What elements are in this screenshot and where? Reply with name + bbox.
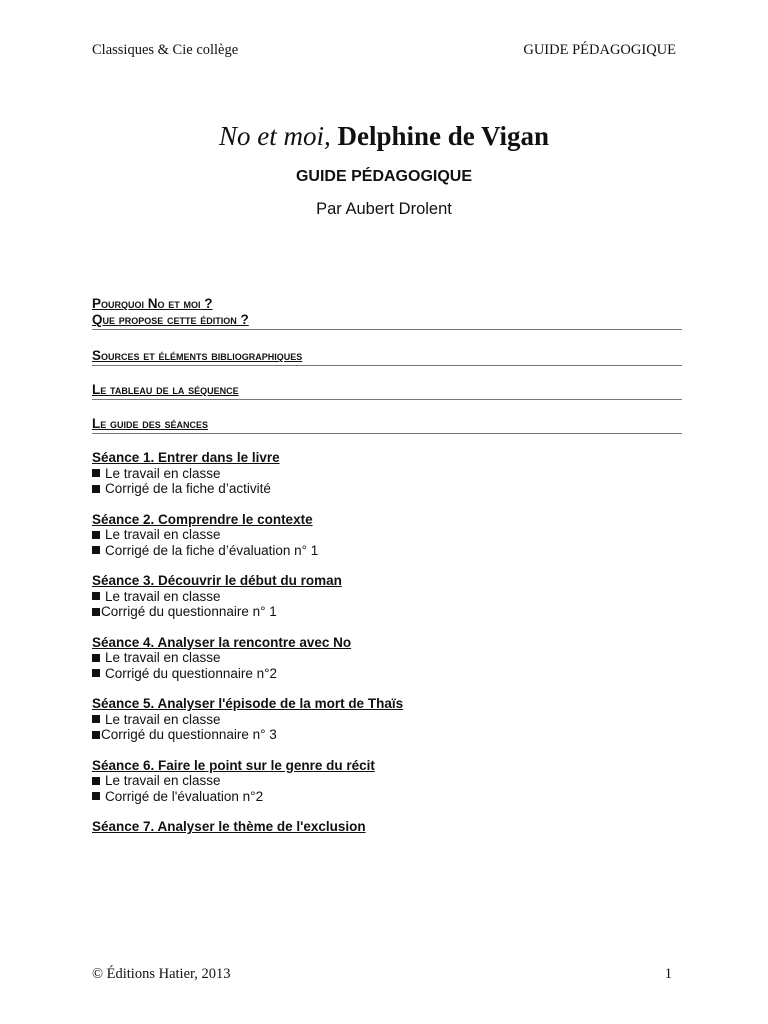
item-label: Corrigé du questionnaire n°2 (105, 665, 278, 681)
list-item (92, 466, 682, 482)
item-label: Le travail en classe (105, 650, 221, 665)
item-label: Corrigé de la fiche d’évaluation n° 1 (105, 542, 319, 558)
toc-section-tableau (92, 382, 682, 400)
square-bullet-icon (92, 669, 100, 677)
list-item (92, 789, 682, 805)
header-series: Classiques & Cie collège (92, 42, 239, 58)
list-item (92, 650, 682, 666)
toc-heading-tableau[interactable]: Le tableau de la séquence (92, 382, 239, 397)
list-item (92, 604, 682, 620)
seance-7 (92, 819, 682, 835)
seance-3 (92, 573, 682, 620)
seance-1 (92, 450, 682, 497)
square-bullet-icon (92, 731, 100, 739)
list-item (92, 666, 682, 682)
item-label: Corrigé du questionnaire n° 3 (101, 727, 277, 742)
header-guide-label: GUIDE PÉDAGOGIQUE (523, 42, 676, 58)
toc-heading-guide[interactable]: Le guide des séances (92, 416, 209, 431)
document-subtitle: GUIDE PÉDAGOGIQUE (295, 168, 473, 185)
item-label: Le travail en classe (105, 465, 221, 481)
item-label: Le travail en classe (105, 588, 221, 604)
copyright: © Éditions Hatier, 2013 (92, 966, 231, 982)
item-label: Le travail en classe (105, 773, 221, 788)
seance-title[interactable]: Séance 3. Découvrir le début du roman (92, 573, 342, 588)
seance-title[interactable]: Séance 7. Analyser le thème de l'exclusion (92, 819, 366, 834)
toc-section-sources (92, 348, 682, 366)
list-item (92, 712, 682, 728)
square-bullet-icon (92, 485, 100, 493)
item-label: Corrigé de la fiche d’activité (105, 481, 271, 496)
seance-4 (92, 635, 682, 682)
title-block (0, 118, 768, 219)
list-item (92, 543, 682, 559)
seance-title[interactable]: Séance 1. Entrer dans le livre (92, 450, 280, 465)
list-item (92, 589, 682, 605)
item-label: Le travail en classe (105, 527, 221, 542)
square-bullet-icon (92, 592, 100, 600)
toc-heading-sources[interactable]: Sources et éléments bibliographiques (92, 348, 303, 363)
book-author: Delphine de Vigan (330, 121, 550, 151)
square-bullet-icon (92, 792, 100, 800)
toc-heading-edition[interactable]: Que propose cette édition ? (92, 312, 249, 327)
table-of-contents (92, 296, 682, 850)
guide-author: Par Aubert Drolent (316, 200, 452, 218)
seance-2 (92, 512, 682, 559)
seance-6 (92, 758, 682, 805)
list-item (92, 727, 682, 743)
list-item (92, 481, 682, 497)
toc-section-guide (92, 416, 682, 434)
seance-title[interactable]: Séance 5. Analyser l'épisode de la mort de Thaïs (92, 696, 404, 711)
square-bullet-icon (92, 608, 100, 616)
toc-section-pourquoi (92, 296, 682, 330)
square-bullet-icon (92, 654, 100, 662)
square-bullet-icon (92, 777, 100, 785)
seance-title[interactable]: Séance 6. Faire le point sur le genre du récit (92, 757, 375, 773)
document-title (0, 118, 768, 154)
toc-heading-pourquoi[interactable]: Pourquoi No et moi ? (92, 296, 213, 311)
book-title: No et moi, (218, 121, 331, 151)
item-label: Corrigé du questionnaire n° 1 (101, 604, 277, 619)
square-bullet-icon (92, 469, 100, 477)
item-label: Le travail en classe (105, 711, 221, 727)
square-bullet-icon (92, 531, 100, 539)
seance-5 (92, 696, 682, 743)
seance-list (92, 450, 682, 835)
seance-title[interactable]: Séance 2. Comprendre le contexte (92, 511, 313, 527)
list-item (92, 773, 682, 789)
page-number: 1 (664, 966, 672, 982)
square-bullet-icon (92, 546, 100, 554)
square-bullet-icon (92, 715, 100, 723)
list-item (92, 527, 682, 543)
item-label: Corrigé de l'évaluation n°2 (105, 788, 264, 804)
seance-title[interactable]: Séance 4. Analyser la rencontre avec No (92, 634, 352, 650)
